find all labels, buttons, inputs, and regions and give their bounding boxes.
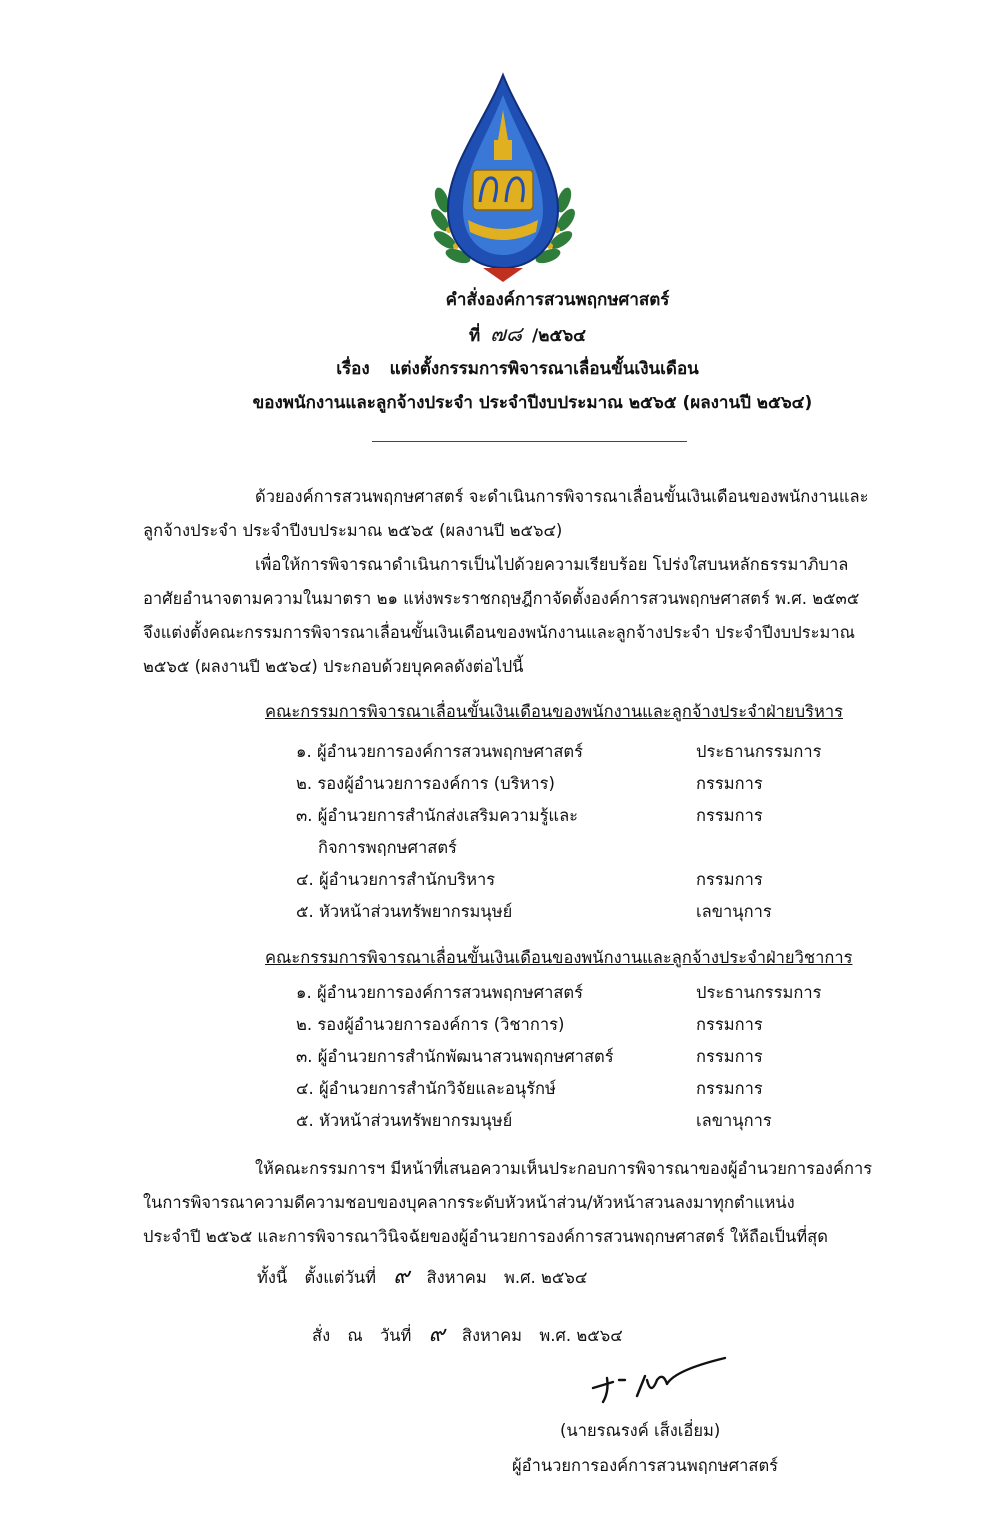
paragraph-line: จึงแต่งตั้งคณะกรรมการพิจารณาเลื่อนขั้นเงินเดือนของพนักงานและลูกจ้างประจำ ประจำปีงบประมาณ <box>143 623 855 642</box>
member-name: ๑. ผู้อำนวยการองค์การสวนพฤกษศาสตร์ <box>296 742 583 761</box>
list-item <box>296 800 856 864</box>
effective-date <box>257 1262 587 1293</box>
member-name: ๑. ผู้อำนวยการองค์การสวนพฤกษศาสตร์ <box>296 983 583 1002</box>
committee-admin-list <box>296 736 856 928</box>
order-heading: คำสั่งองค์การสวนพฤกษศาสตร์ <box>445 290 670 310</box>
ordered-day-handwritten: ๙ <box>428 1322 445 1347</box>
effective-day-handwritten: ๙ <box>393 1264 410 1289</box>
paragraph-intro <box>143 480 933 548</box>
list-item <box>296 1041 856 1073</box>
effective-from: ตั้งแต่วันที่ <box>304 1268 377 1287</box>
list-item <box>296 736 856 768</box>
list-item <box>296 1073 856 1105</box>
order-number <box>25 322 1005 348</box>
paragraph-line: ประจำปี ๒๕๖๕ และการพิจารณาวินิจฉัยของผู้อำนวยการองค์การสวนพฤกษศาสตร์ ให้ถือเป็นที่สุด <box>143 1227 828 1246</box>
order-number-suffix: /๒๕๖๔ <box>532 326 586 346</box>
botanical-garden-emblem-icon <box>428 70 578 285</box>
paragraph-line: เพื่อให้การพิจารณาดำเนินการเป็นไปด้วยความเรียบร้อย โปร่งใสบนหลักธรรมาภิบาล <box>255 555 849 574</box>
member-name-line1: ๓. ผู้อำนวยการสำนักส่งเสริมความรู้และ <box>296 806 579 825</box>
member-name: ๒. รองผู้อำนวยการองค์การ (วิชาการ) <box>296 1015 565 1034</box>
member-name: ๔. ผู้อำนวยการสำนักวิจัยและอนุรักษ์ <box>296 1079 556 1098</box>
paragraph-line: ลูกจ้างประจำ ประจำปีงบประมาณ ๒๕๖๕ (ผลงานปี ๒๕๖๔) <box>143 521 563 540</box>
member-role: กรรมการ <box>696 806 763 825</box>
list-item <box>296 1009 856 1041</box>
member-name-line2: กิจการพฤกษศาสตร์ <box>318 838 457 857</box>
paragraph-line: ๒๕๖๕ (ผลงานปี ๒๕๖๔) ประกอบด้วยบุคคลดังต่อไปนี้ <box>143 657 524 676</box>
ordered-year: พ.ศ. ๒๕๖๔ <box>539 1326 623 1345</box>
member-name: ๕. หัวหน้าส่วนทรัพยากรมนุษย์ <box>296 1111 513 1130</box>
member-role: กรรมการ <box>696 1015 763 1034</box>
member-name: ๔. ผู้อำนวยการสำนักบริหาร <box>296 870 496 889</box>
member-role: กรรมการ <box>696 870 763 889</box>
effective-prefix: ทั้งนี้ <box>257 1268 288 1287</box>
list-item <box>296 977 856 1009</box>
subject-line-2: ของพนักงานและลูกจ้างประจำ ประจำปีงบประมาณ ๒๕๖๕ (ผลงานปี ๒๕๖๔) <box>252 393 813 413</box>
ordered-date <box>312 1320 623 1351</box>
list-item <box>296 864 856 896</box>
ordered-month: สิงหาคม <box>461 1326 523 1345</box>
member-name: ๕. หัวหน้าส่วนทรัพยากรมนุษย์ <box>296 902 513 921</box>
member-role: กรรมการ <box>696 1047 763 1066</box>
committee-academic-title: คณะกรรมการพิจารณาเลื่อนขั้นเงินเดือนของพนักงานและลูกจ้างประจำฝ่ายวิชาการ <box>265 948 853 967</box>
signer-name: (นายรณรงค์ เส็งเอี่ยม) <box>560 1421 721 1440</box>
committee-academic-list <box>296 977 856 1137</box>
order-number-handwritten: ๗๘ <box>490 322 523 346</box>
member-role: ประธานกรรมการ <box>696 742 822 761</box>
paragraph-line: อาศัยอำนาจตามความในมาตรา ๒๑ แห่งพระราชกฤษฎีกาจัดตั้งองค์การสวนพฤกษศาสตร์ พ.ศ. ๒๕๓๕ <box>143 589 860 608</box>
subject-text: แต่งตั้งกรรมการพิจารณาเลื่อนขั้นเงินเดือน <box>389 359 699 379</box>
list-item <box>296 1105 856 1137</box>
member-name: ๒. รองผู้อำนวยการองค์การ (บริหาร) <box>296 774 555 793</box>
member-role: กรรมการ <box>696 1079 763 1098</box>
member-role: เลขานุการ <box>696 902 772 921</box>
paragraph-line: ในการพิจารณาความดีความชอบของบุคลากรระดับหัวหน้าส่วน/หัวหน้าสวนลงมาทุกตำแหน่ง <box>143 1193 795 1212</box>
paragraph-authority <box>143 548 933 684</box>
committee-admin-title: คณะกรรมการพิจารณาเลื่อนขั้นเงินเดือนของพนักงานและลูกจ้างประจำฝ่ายบริหาร <box>265 702 843 721</box>
list-item <box>296 768 856 800</box>
subject-line <box>15 357 1005 381</box>
paragraph-line: ด้วยองค์การสวนพฤกษศาสตร์ จะดำเนินการพิจารณาเลื่อนขั้นเงินเดือนของพนักงานและ <box>255 487 869 506</box>
member-role: เลขานุการ <box>696 1111 772 1130</box>
effective-year: พ.ศ. ๒๕๖๔ <box>503 1268 588 1287</box>
signer-title: ผู้อำนวยการองค์การสวนพฤกษศาสตร์ <box>512 1456 779 1475</box>
header-divider <box>372 441 687 442</box>
order-number-prefix: ที่ <box>468 326 481 346</box>
ordered-at: ณ <box>347 1326 363 1345</box>
ordered-prefix: สั่ง <box>312 1326 331 1345</box>
member-role: ประธานกรรมการ <box>696 983 822 1002</box>
paragraph-line: ให้คณะกรรมการฯ มีหน้าที่เสนอความเห็นประกอบการพิจารณาของผู้อำนวยการองค์การ <box>255 1159 873 1178</box>
member-name <box>296 800 686 864</box>
effective-month: สิงหาคม <box>426 1268 487 1287</box>
ordered-date-label: วันที่ <box>379 1326 412 1345</box>
handwritten-signature <box>585 1350 735 1410</box>
member-name: ๓. ผู้อำนวยการสำนักพัฒนาสวนพฤกษศาสตร์ <box>296 1047 614 1066</box>
paragraph-duties <box>143 1152 933 1254</box>
subject-label: เรื่อง <box>336 359 370 379</box>
member-role: กรรมการ <box>696 774 763 793</box>
list-item <box>296 896 856 928</box>
